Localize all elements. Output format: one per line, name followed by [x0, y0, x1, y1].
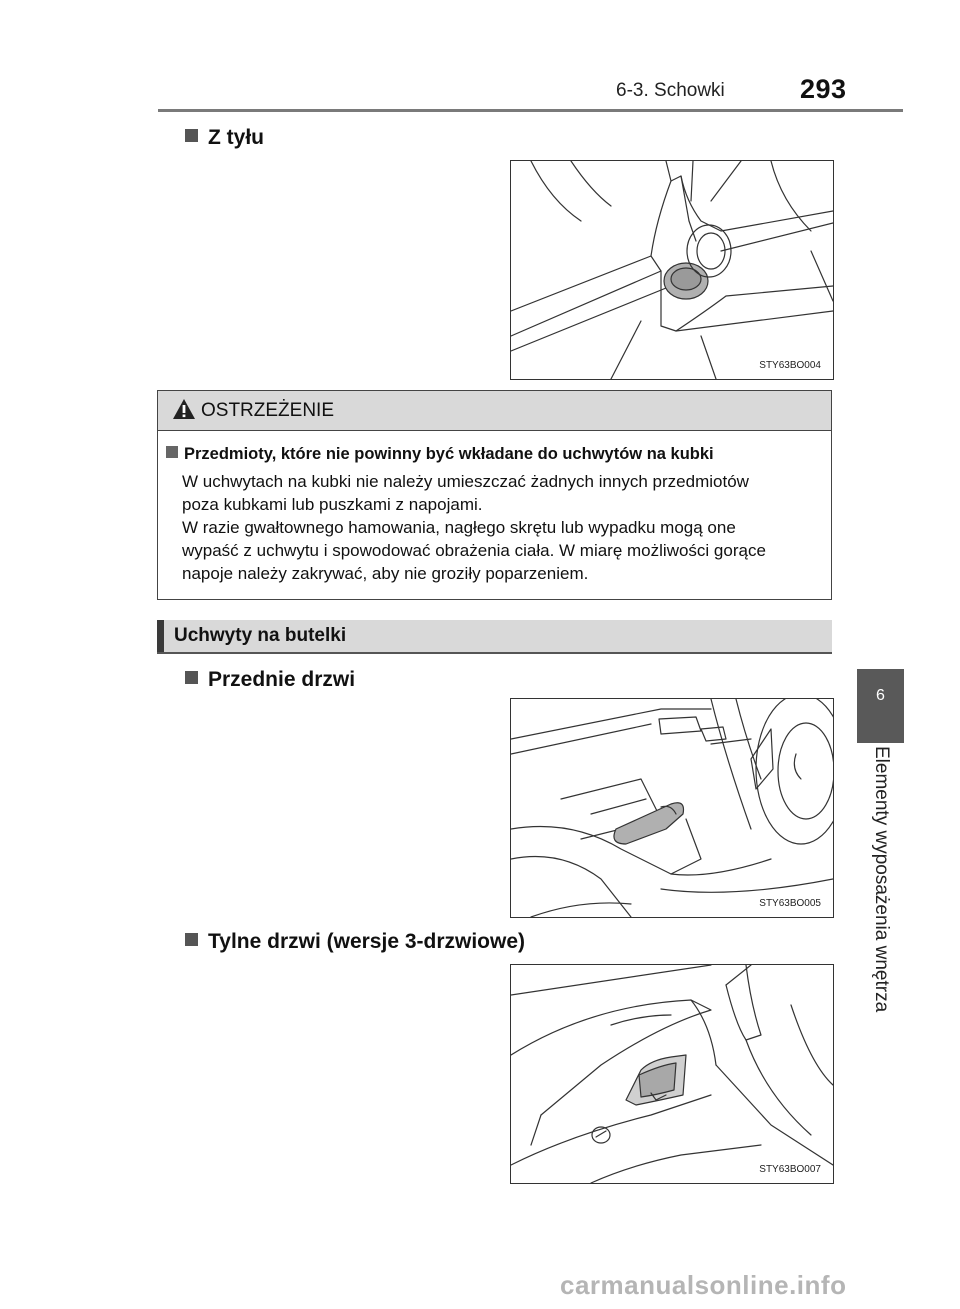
- warning-line: W uchwytach na kubki nie należy umieszczać żadnych innych przedmiotów: [182, 472, 749, 491]
- chapter-label: Elementy wyposażenia wnętrza: [871, 746, 892, 1013]
- section-banner: [157, 620, 832, 654]
- figure-code: STY63BO004: [759, 360, 821, 371]
- figure-rear-cup-holder: [510, 160, 834, 380]
- heading-rear: [185, 126, 264, 150]
- warning-triangle-icon: [172, 398, 196, 420]
- square-bullet-icon: [166, 446, 178, 458]
- warning-header: [158, 391, 831, 431]
- warning-line: poza kubkami lub puszkami z napojami.: [182, 495, 483, 514]
- figure-rear-door-bottle-holder: [510, 964, 834, 1184]
- figure-front-door-bottle-holder: [510, 698, 834, 918]
- chapter-number: 6: [876, 687, 885, 704]
- heading-front-doors-text: Przednie drzwi: [208, 668, 356, 691]
- section-banner-title: Uchwyty na butelki: [174, 625, 347, 646]
- section-banner-bar: [157, 620, 164, 652]
- header-rule: [158, 109, 903, 112]
- heading-rear-text: Z tyłu: [208, 126, 264, 149]
- warning-subheading: [166, 445, 714, 464]
- warning-line: wypaść z uchwytu i spowodować obrażenia ciała. W miarę możliwości gorące: [182, 541, 766, 560]
- figure-code: STY63BO007: [759, 1164, 821, 1175]
- section-title: 6-3. Schowki: [616, 80, 725, 101]
- warning-box: [157, 390, 832, 600]
- chapter-tab: [857, 669, 904, 743]
- heading-rear-doors-text: Tylne drzwi (wersje 3-drzwiowe): [208, 930, 526, 953]
- square-bullet-icon: [185, 933, 198, 946]
- square-bullet-icon: [185, 129, 198, 142]
- warning-subheading-text: Przedmioty, które nie powinny być wkładane do uchwytów na kubki: [184, 445, 714, 463]
- page-number: 293: [800, 74, 847, 104]
- warning-line: napoje należy zakrywać, aby nie groziły poparzeniem.: [182, 564, 589, 583]
- heading-front-doors: [185, 668, 355, 692]
- square-bullet-icon: [185, 671, 198, 684]
- figure-code: STY63BO005: [759, 898, 821, 909]
- warning-line: W razie gwałtownego hamowania, nagłego skrętu lub wypadku mogą one: [182, 518, 736, 537]
- heading-rear-doors: [185, 930, 525, 954]
- watermark: carmanualsonline.info: [560, 1270, 847, 1300]
- warning-title: OSTRZEŻENIE: [201, 400, 335, 421]
